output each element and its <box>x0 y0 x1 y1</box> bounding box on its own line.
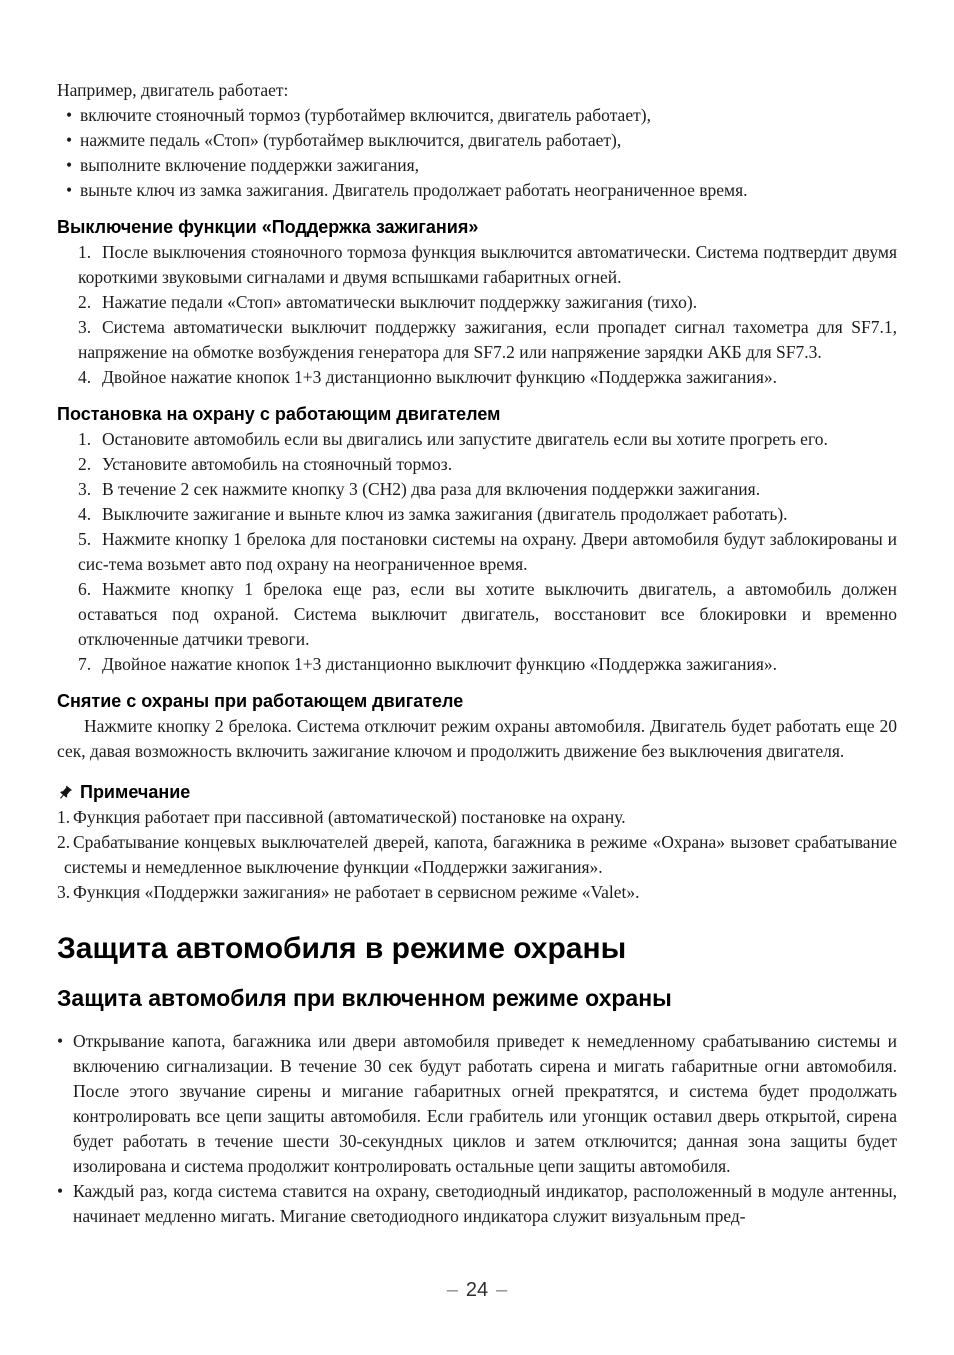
section-heading-disarm-engine-running: Снятие с охраны при работающем двигателе <box>57 691 464 711</box>
pushpin-icon <box>54 781 77 804</box>
chapter-title: Защита автомобиля в режиме охраны <box>57 932 627 965</box>
note-title: Примечание <box>80 782 191 802</box>
numbered-item: Нажмите кнопку 1 брелока еще раз, если вы хотите выключить двигатель, а автомобиль должен оставаться под охраной. Система выключит двигатель, восстановит все блокировки и временно отключенные датчики тревоги. <box>78 579 897 649</box>
chapter-subtitle: Защита автомобиля при включенном режиме охраны <box>57 985 672 1011</box>
chapter-bullet-list <box>57 1029 897 1229</box>
note-list <box>57 805 897 905</box>
chapter-bullet-item: • Открывание капота, багажника или двери автомобиля приведет к немедленному срабатыванию системы и включению сигнализации. В течение 30 сек будут работать сирена и мигать габаритные огни автомобиля. После этого звучание сирены и мигание габаритных огней прекратятся, и система будет продолжать контролировать все цепи защиты автомобиля. Если грабитель или угонщик оставил дверь открытой, сирена будет работать в течение шести 30-секундных циклов и затем отключится; данная зона защиты будет изолирована и система продолжит контролировать остальные цепи защиты автомобиля. <box>57 1029 897 1179</box>
page-number-dash: – <box>446 1279 458 1301</box>
numbered-item: Двойное нажатие кнопок 1+3 дистанционно выключит функцию «Поддержка зажигания». <box>102 654 778 674</box>
numbered-item: Нажмите кнопку 1 брелока для постановки системы на охрану. Двери автомобиля будут заблокированы и сис-тема возьмет авто под охрану на неограниченное время. <box>78 529 897 574</box>
numbered-item: Нажатие педали «Стоп» автоматически выключит поддержку зажигания (тихо). <box>102 292 698 312</box>
page-number-dash: – <box>496 1279 508 1301</box>
page-number <box>0 1278 954 1303</box>
numbered-item: Остановите автомобиль если вы двигались или запустите двигатель если вы хотите прогреть его. <box>102 429 828 449</box>
numbered-item: После выключения стояночного тормоза функция выключится автоматически. Система подтвердит двумя короткими звуковыми сигналами и двумя вспышками габаритных огней. <box>78 242 897 287</box>
intro-bullet-item: • нажмите педаль «Стоп» (турботаймер выключится, двигатель работает), <box>66 128 897 153</box>
intro-bullet-item: • выньте ключ из замка зажигания. Двигатель продолжает работать неограниченное время. <box>66 178 897 203</box>
section-heading-arming-engine-running: Постановка на охрану с работающим двигателем <box>57 404 501 424</box>
numbered-item: В течение 2 сек нажмите кнопку 3 (CH2) два раза для включения поддержки зажигания. <box>102 479 761 499</box>
numbered-item: Установите автомобиль на стояночный тормоз. <box>102 454 453 474</box>
note-heading <box>57 780 897 805</box>
page-number-value: 24 <box>465 1279 489 1301</box>
note-item: Срабатывание концевых выключателей дверей, капота, багажника в режиме «Охрана» вызовет срабатывание системы и немедленное выключение функции «Поддержки зажигания». <box>64 832 897 877</box>
intro-bullet-item: • выполните включение поддержки зажигания, <box>66 153 897 178</box>
numbered-list <box>57 427 897 677</box>
chapter-bullet-item: • Каждый раз, когда система ставится на охрану, светодиодный индикатор, расположенный в модуле антенны, начинает медленно мигать. Мигание светодиодного индикатора служит визуальным пред- <box>57 1179 897 1229</box>
disarm-paragraph: Нажмите кнопку 2 брелока. Система отключит режим охраны автомобиля. Двигатель будет работать еще 20 сек, давая возможность включить зажигание ключом и продолжить движение без выключения двигателя. <box>57 716 897 761</box>
note-item: Функция работает при пассивной (автоматической) постановке на охрану. <box>73 807 626 827</box>
intro-bullet-list <box>57 103 897 203</box>
numbered-item: Выключите зажигание и выньте ключ из замка зажигания (двигатель продолжает работать). <box>102 504 788 524</box>
note-item: Функция «Поддержки зажигания» не работает в сервисном режиме «Valet». <box>73 882 640 902</box>
numbered-list <box>57 240 897 390</box>
intro-lead: Например, двигатель работает: <box>57 80 289 100</box>
numbered-item: Система автоматически выключит поддержку зажигания, если пропадет сигнал тахометра для SF7.1, напряжение на обмотке возбуждения генератора для SF7.2 или напряжение зарядки АКБ для SF7.3. <box>78 317 897 362</box>
intro-bullet-item: • включите стояночный тормоз (турботаймер включится, двигатель работает), <box>66 103 897 128</box>
section-heading-ignition-support-off: Выключение функции «Поддержка зажигания» <box>57 217 479 237</box>
numbered-item: Двойное нажатие кнопок 1+3 дистанционно выключит функцию «Поддержка зажигания». <box>102 367 778 387</box>
